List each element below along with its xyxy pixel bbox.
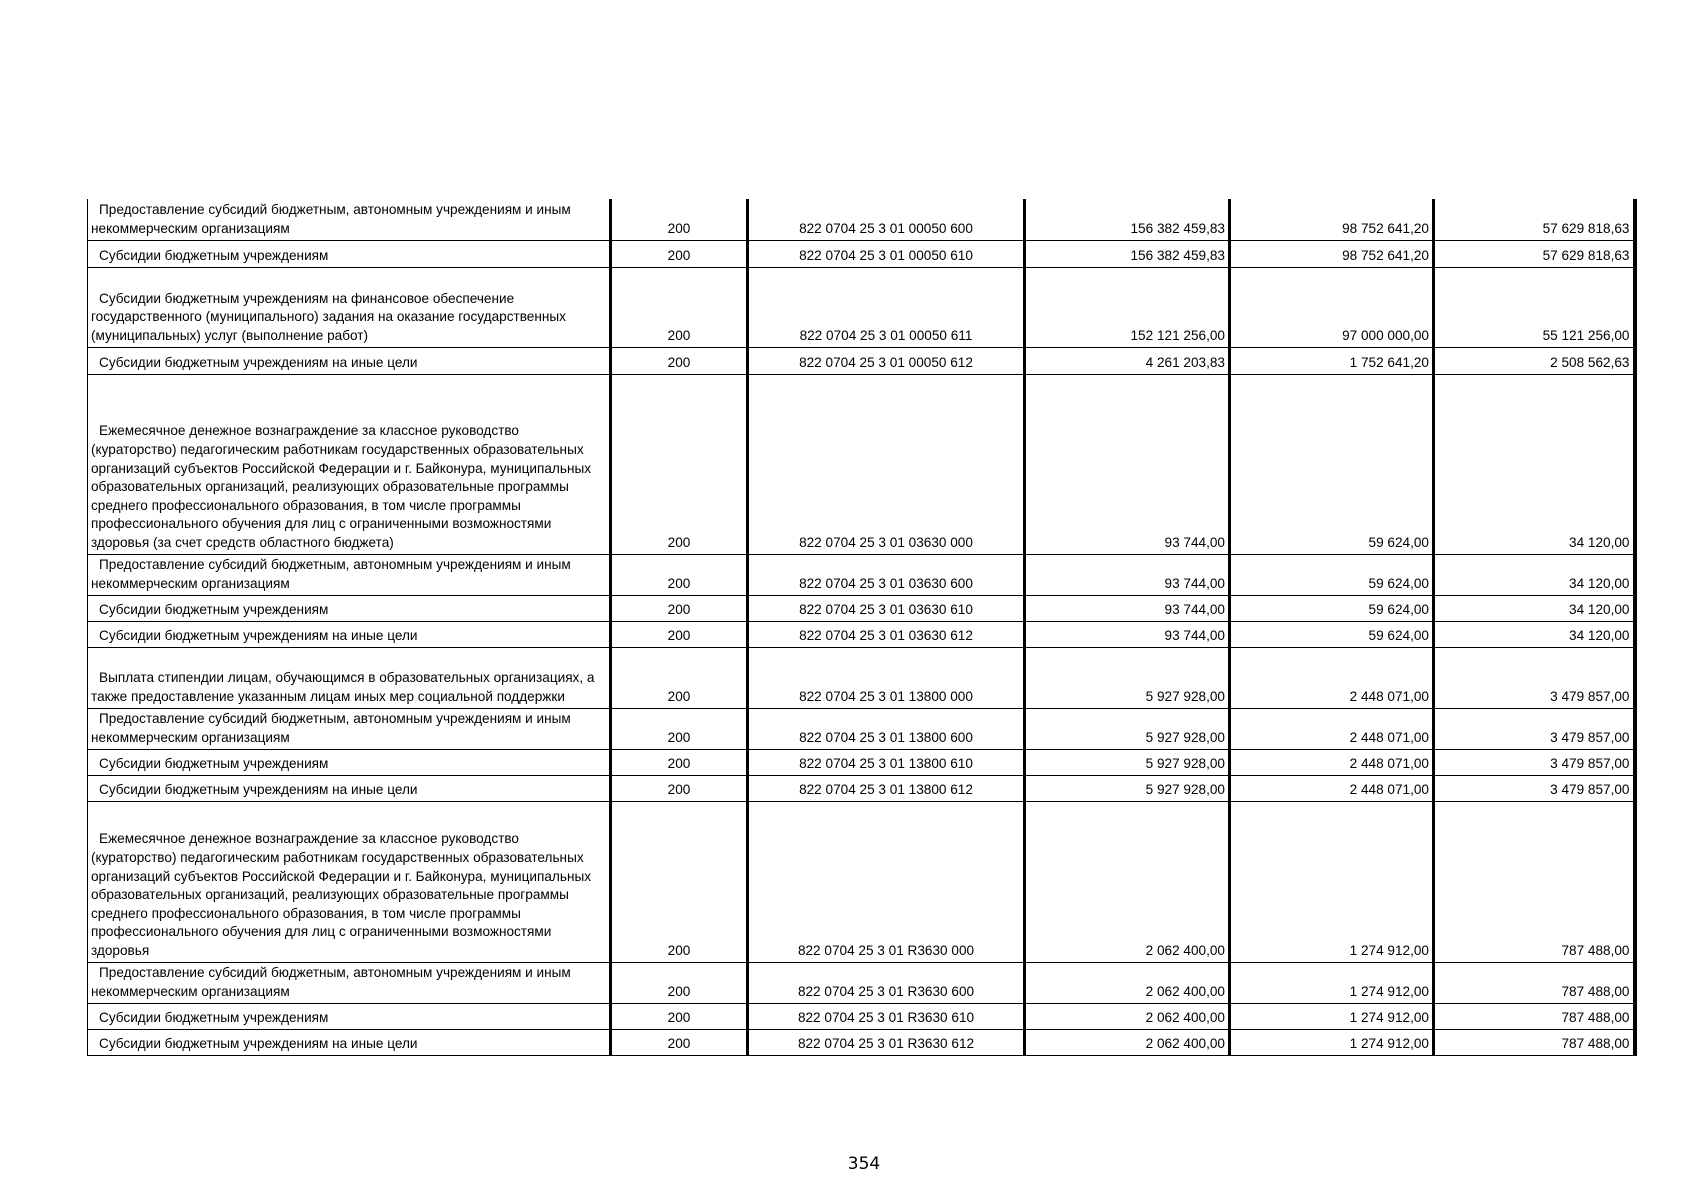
row-grbs: 200 xyxy=(611,962,748,1003)
row-value-2: 98 752 641,20 xyxy=(1230,240,1434,267)
row-value-3: 3 479 857,00 xyxy=(1434,749,1635,775)
row-grbs: 200 xyxy=(611,801,748,962)
table-row xyxy=(88,374,1635,554)
row-value-3: 57 629 818,63 xyxy=(1434,240,1635,267)
table-row xyxy=(88,962,1635,1003)
budget-table-body xyxy=(88,199,1635,1055)
row-value-3: 34 120,00 xyxy=(1434,621,1635,647)
row-name: Субсидии бюджетным учреждениям на иные цели xyxy=(99,627,418,643)
page-number: 354 xyxy=(847,1154,881,1174)
row-value-3: 2 508 562,63 xyxy=(1434,347,1635,374)
table-row xyxy=(88,1003,1635,1029)
row-name-cell xyxy=(88,199,611,240)
row-value-3: 34 120,00 xyxy=(1434,595,1635,621)
row-name: Предоставление субсидий бюджетным, автономным учреждениям и иным некоммерческим организациям xyxy=(91,202,571,236)
row-value-2: 1 274 912,00 xyxy=(1230,962,1434,1003)
row-grbs: 200 xyxy=(611,775,748,801)
table-row xyxy=(88,199,1635,240)
budget-table xyxy=(87,199,1637,1056)
row-name-cell xyxy=(88,347,611,374)
row-value-3: 34 120,00 xyxy=(1434,554,1635,595)
row-grbs: 200 xyxy=(611,199,748,240)
row-value-3: 787 488,00 xyxy=(1434,801,1635,962)
row-grbs: 200 xyxy=(611,267,748,347)
row-name-cell xyxy=(88,749,611,775)
table-row xyxy=(88,554,1635,595)
row-name: Предоставление субсидий бюджетным, автономным учреждениям и иным некоммерческим организациям xyxy=(91,557,571,591)
table-row xyxy=(88,621,1635,647)
row-value-1: 5 927 928,00 xyxy=(1025,775,1230,801)
row-value-2: 2 448 071,00 xyxy=(1230,647,1434,708)
table-row xyxy=(88,775,1635,801)
row-value-1: 93 744,00 xyxy=(1025,595,1230,621)
row-code: 822 0704 25 3 01 00050 612 xyxy=(748,347,1025,374)
row-value-1: 4 261 203,83 xyxy=(1025,347,1230,374)
row-grbs: 200 xyxy=(611,554,748,595)
row-value-3: 34 120,00 xyxy=(1434,374,1635,554)
row-code: 822 0704 25 3 01 R3630 600 xyxy=(748,962,1025,1003)
table-row xyxy=(88,595,1635,621)
row-name-cell xyxy=(88,801,611,962)
table-row xyxy=(88,749,1635,775)
row-name: Субсидии бюджетным учреждениям на иные цели xyxy=(99,354,418,370)
row-value-1: 2 062 400,00 xyxy=(1025,1029,1230,1055)
row-name-cell xyxy=(88,554,611,595)
row-value-2: 2 448 071,00 xyxy=(1230,708,1434,749)
row-name-cell xyxy=(88,647,611,708)
row-code: 822 0704 25 3 01 03630 610 xyxy=(748,595,1025,621)
row-name-cell xyxy=(88,1003,611,1029)
row-value-3: 3 479 857,00 xyxy=(1434,775,1635,801)
row-name-cell xyxy=(88,621,611,647)
row-value-2: 1 752 641,20 xyxy=(1230,347,1434,374)
row-name: Ежемесячное денежное вознаграждение за классное руководство (кураторство) педагогическим работникам государственных образовательных организаций субъектов Российской Федерации и г. Байконура, муниципальных образовательных организаций, реализующих образовательные программы среднего профессионального образования, в том числе программы профессионального обучения для лиц с ограниченными возможностями здоровья (за счет средств областного бюджета) xyxy=(91,423,592,550)
row-grbs: 200 xyxy=(611,240,748,267)
row-name-cell xyxy=(88,595,611,621)
row-value-3: 57 629 818,63 xyxy=(1434,199,1635,240)
row-value-3: 787 488,00 xyxy=(1434,1029,1635,1055)
table-row xyxy=(88,708,1635,749)
row-name-cell xyxy=(88,775,611,801)
row-grbs: 200 xyxy=(611,347,748,374)
row-value-1: 2 062 400,00 xyxy=(1025,1003,1230,1029)
row-code: 822 0704 25 3 01 13800 610 xyxy=(748,749,1025,775)
row-value-1: 156 382 459,83 xyxy=(1025,240,1230,267)
table-row xyxy=(88,267,1635,347)
row-code: 822 0704 25 3 01 13800 612 xyxy=(748,775,1025,801)
row-value-2: 59 624,00 xyxy=(1230,374,1434,554)
row-value-1: 5 927 928,00 xyxy=(1025,647,1230,708)
row-grbs: 200 xyxy=(611,708,748,749)
row-name: Ежемесячное денежное вознаграждение за классное руководство (кураторство) педагогическим работникам государственных образовательных организаций субъектов Российской Федерации и г. Байконура, муниципальных образовательных организаций, реализующих образовательные программы среднего профессионального образования, в том числе программы профессионального обучения для лиц с ограниченными возможностями здоровья xyxy=(91,831,592,958)
table-row xyxy=(88,1029,1635,1055)
row-name-cell xyxy=(88,962,611,1003)
row-code: 822 0704 25 3 01 R3630 610 xyxy=(748,1003,1025,1029)
table-row xyxy=(88,347,1635,374)
table-row xyxy=(88,801,1635,962)
row-value-1: 5 927 928,00 xyxy=(1025,749,1230,775)
row-grbs: 200 xyxy=(611,647,748,708)
row-value-3: 55 121 256,00 xyxy=(1434,267,1635,347)
row-grbs: 200 xyxy=(611,374,748,554)
row-value-2: 1 274 912,00 xyxy=(1230,1029,1434,1055)
row-code: 822 0704 25 3 01 03630 612 xyxy=(748,621,1025,647)
row-name: Предоставление субсидий бюджетным, автономным учреждениям и иным некоммерческим организациям xyxy=(91,965,571,999)
row-name-cell xyxy=(88,1029,611,1055)
row-code: 822 0704 25 3 01 R3630 000 xyxy=(748,801,1025,962)
row-value-2: 2 448 071,00 xyxy=(1230,749,1434,775)
row-value-2: 1 274 912,00 xyxy=(1230,801,1434,962)
row-name: Субсидии бюджетным учреждениям на финансовое обеспечение государственного (муниципального) задания на оказание государственных (муниципальных) услуг (выполнение работ) xyxy=(91,290,566,343)
row-name: Субсидии бюджетным учреждениям на иные цели xyxy=(99,1035,418,1051)
row-value-3: 787 488,00 xyxy=(1434,1003,1635,1029)
row-code: 822 0704 25 3 01 R3630 612 xyxy=(748,1029,1025,1055)
row-code: 822 0704 25 3 01 13800 000 xyxy=(748,647,1025,708)
row-name: Субсидии бюджетным учреждениям на иные цели xyxy=(99,781,418,797)
row-grbs: 200 xyxy=(611,1003,748,1029)
row-value-1: 5 927 928,00 xyxy=(1025,708,1230,749)
row-name-cell xyxy=(88,374,611,554)
row-value-1: 2 062 400,00 xyxy=(1025,962,1230,1003)
row-value-2: 97 000 000,00 xyxy=(1230,267,1434,347)
row-value-3: 3 479 857,00 xyxy=(1434,708,1635,749)
row-value-1: 93 744,00 xyxy=(1025,554,1230,595)
row-value-2: 98 752 641,20 xyxy=(1230,199,1434,240)
row-name-cell xyxy=(88,240,611,267)
row-value-2: 1 274 912,00 xyxy=(1230,1003,1434,1029)
row-value-1: 152 121 256,00 xyxy=(1025,267,1230,347)
row-name: Выплата стипендии лицам, обучающимся в образовательных организациях, а также предоставление указанным лицам иных мер социальной поддержки xyxy=(91,670,595,704)
row-value-3: 787 488,00 xyxy=(1434,962,1635,1003)
row-value-1: 156 382 459,83 xyxy=(1025,199,1230,240)
row-value-2: 59 624,00 xyxy=(1230,621,1434,647)
table-row xyxy=(88,647,1635,708)
row-grbs: 200 xyxy=(611,749,748,775)
row-value-3: 3 479 857,00 xyxy=(1434,647,1635,708)
row-code: 822 0704 25 3 01 13800 600 xyxy=(748,708,1025,749)
row-grbs: 200 xyxy=(611,621,748,647)
row-grbs: 200 xyxy=(611,595,748,621)
row-code: 822 0704 25 3 01 00050 611 xyxy=(748,267,1025,347)
row-name: Субсидии бюджетным учреждениям xyxy=(99,601,329,617)
row-value-1: 93 744,00 xyxy=(1025,374,1230,554)
row-name: Субсидии бюджетным учреждениям xyxy=(99,1009,329,1025)
row-code: 822 0704 25 3 01 03630 600 xyxy=(748,554,1025,595)
row-name: Субсидии бюджетным учреждениям xyxy=(99,247,329,263)
row-value-2: 59 624,00 xyxy=(1230,554,1434,595)
row-code: 822 0704 25 3 01 00050 600 xyxy=(748,199,1025,240)
row-value-2: 59 624,00 xyxy=(1230,595,1434,621)
row-name: Предоставление субсидий бюджетным, автономным учреждениям и иным некоммерческим организациям xyxy=(91,711,571,745)
row-value-1: 2 062 400,00 xyxy=(1025,801,1230,962)
table-row xyxy=(88,240,1635,267)
row-value-2: 2 448 071,00 xyxy=(1230,775,1434,801)
row-value-1: 93 744,00 xyxy=(1025,621,1230,647)
row-code: 822 0704 25 3 01 00050 610 xyxy=(748,240,1025,267)
row-grbs: 200 xyxy=(611,1029,748,1055)
row-name-cell xyxy=(88,267,611,347)
row-code: 822 0704 25 3 01 03630 000 xyxy=(748,374,1025,554)
row-name-cell xyxy=(88,708,611,749)
row-name: Субсидии бюджетным учреждениям xyxy=(99,755,329,771)
